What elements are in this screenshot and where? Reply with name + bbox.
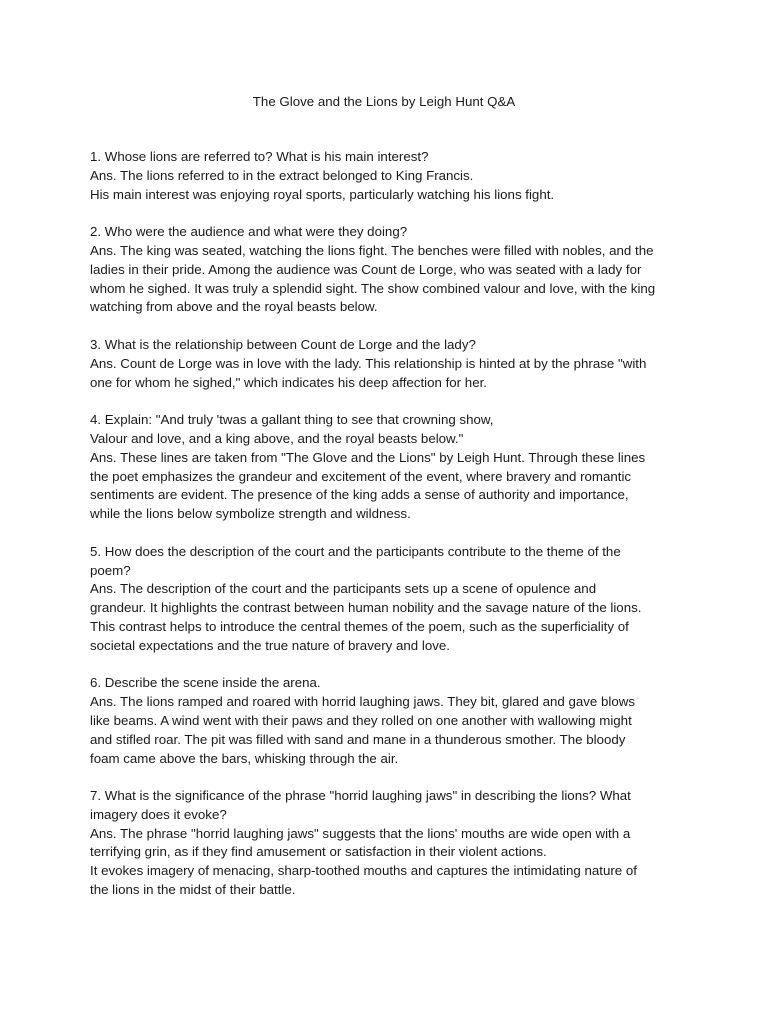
question-line: 1. Whose lions are referred to? What is his main interest? <box>90 149 429 164</box>
qa-block-6 <box>90 674 680 768</box>
answer-line: one for whom he sighed," which indicates his deep affection for her. <box>90 374 487 390</box>
question-line: 6. Describe the scene inside the arena. <box>90 675 321 691</box>
answer-line: Ans. Count de Lorge was in love with the lady. This relationship is hinted at by the phrase "with <box>90 355 647 371</box>
answer-line: foam came above the bars, whisking through the air. <box>90 750 399 766</box>
answer-line: terrifying grin, as if they find amusement or satisfaction in their violent actions. <box>90 844 547 860</box>
question-line: 5. How does the description of the court and the participants contribute to the theme of the <box>90 543 621 559</box>
question-line: Valour and love, and a king above, and the royal beasts below." <box>90 430 464 446</box>
answer-line: watching from above and the royal beasts below. <box>90 299 378 315</box>
answer-line: ladies in their pride. Among the audience was Count de Lorge, who was seated with a lady for <box>90 261 642 277</box>
answer-line: Ans. The description of the court and the participants sets up a scene of opulence and <box>90 581 597 597</box>
answer-line: the poet emphasizes the grandeur and excitement of the event, where bravery and romantic <box>90 468 632 484</box>
question-line: 7. What is the significance of the phrase "horrid laughing jaws" in describing the lions? What <box>90 788 631 804</box>
answer-line: Ans. The king was seated, watching the lions fight. The benches were filled with nobles, and the <box>90 242 654 258</box>
answer-line: His main interest was enjoying royal sports, particularly watching his lions fight. <box>90 186 555 202</box>
answer-line: Ans. The lions ramped and roared with horrid laughing jaws. They bit, glared and gave blows <box>90 694 635 710</box>
qa-block-3 <box>90 336 680 392</box>
question-line: 4. Explain: "And truly 'twas a gallant thing to see that crowning show, <box>90 412 494 428</box>
qa-block-1 <box>90 148 680 204</box>
qa-block-5 <box>90 543 680 656</box>
answer-line: whom he sighed. It was truly a splendid sight. The show combined valour and love, with the king <box>90 280 656 296</box>
answer-line: This contrast helps to introduce the central themes of the poem, such as the superficiality of <box>90 618 629 634</box>
qa-block-4 <box>90 411 680 524</box>
answer-line: Ans. These lines are taken from "The Glove and the Lions" by Leigh Hunt. Through these lines <box>90 449 646 465</box>
qa-block-7 <box>90 787 680 900</box>
question-line: imagery does it evoke? <box>90 806 227 822</box>
question-line: poem? <box>90 562 131 578</box>
answer-line: It evokes imagery of menacing, sharp-toothed mouths and captures the intimidating nature of <box>90 863 637 879</box>
answer-line: Ans. The lions referred to in the extract belonged to King Francis. <box>90 167 474 183</box>
answer-line: sentiments are evident. The presence of the king adds a sense of authority and importance, <box>90 487 629 503</box>
answer-line: grandeur. It highlights the contrast between human nobility and the savage nature of the lions. <box>90 600 642 616</box>
answer-line: and stifled roar. The pit was filled with sand and mane in a thunderous smother. The bloody <box>90 731 626 747</box>
question-line: 2. Who were the audience and what were they doing? <box>90 224 408 240</box>
answer-line: societal expectations and the true nature of bravery and love. <box>90 637 450 653</box>
document-body <box>90 148 680 919</box>
answer-line: while the lions below symbolize strength and wildness. <box>90 506 411 522</box>
document-title: The Glove and the Lions by Leigh Hunt Q&A <box>252 94 516 109</box>
qa-block-2 <box>90 223 680 317</box>
question-line: 3. What is the relationship between Count de Lorge and the lady? <box>90 336 476 352</box>
answer-line: like beams. A wind went with their paws and they rolled on one another with wallowing might <box>90 712 632 728</box>
answer-line: the lions in the midst of their battle. <box>90 882 296 898</box>
answer-line: Ans. The phrase "horrid laughing jaws" suggests that the lions' mouths are wide open with a <box>90 825 631 841</box>
